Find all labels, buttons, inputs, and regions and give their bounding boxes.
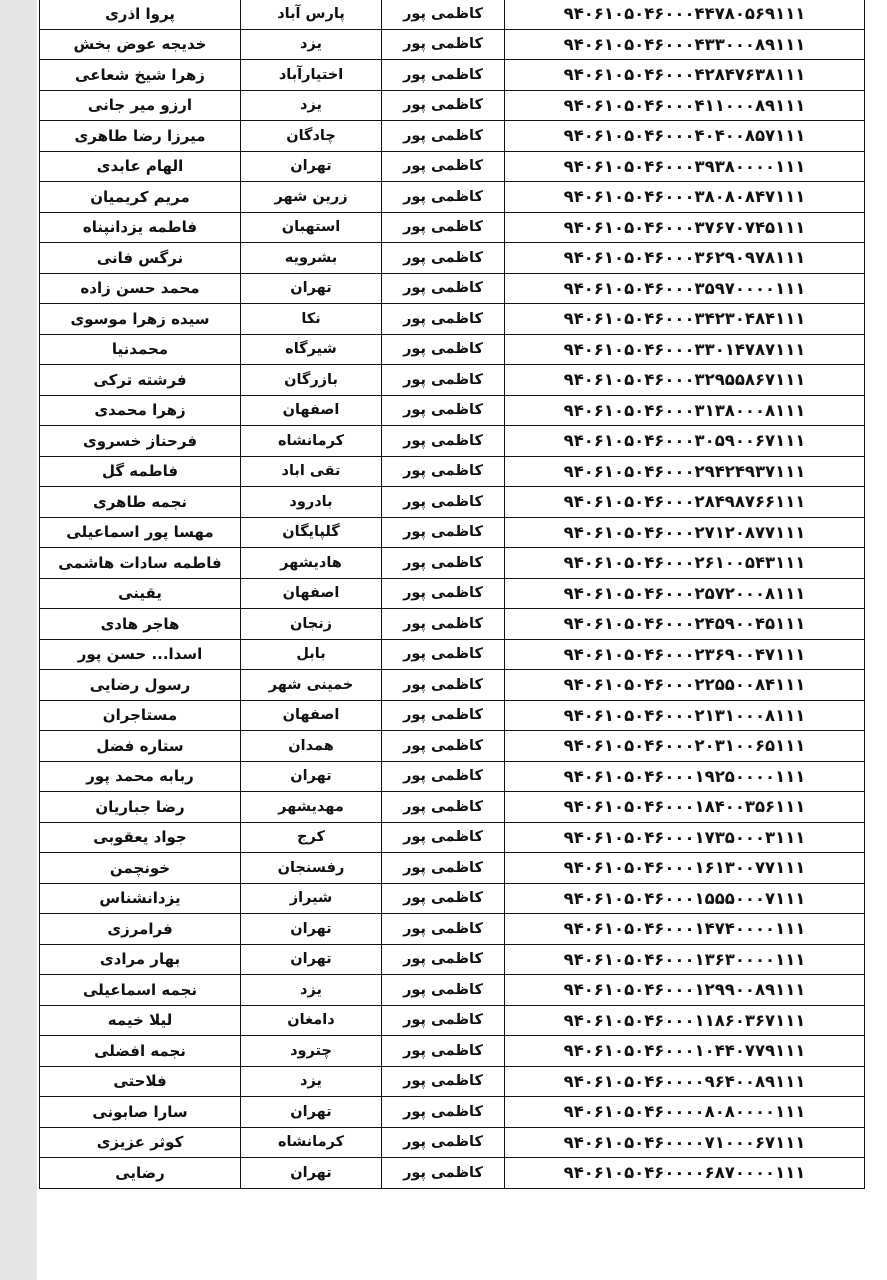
table-row	[40, 212, 865, 243]
family-name-cell: کاظمی پور	[382, 273, 505, 304]
person-name-cell: خونچمن	[40, 853, 241, 884]
account-number-cell: ۹۴۰۶۱۰۵۰۴۶۰۰۰۱۸۴۰۰۳۵۶۱۱۱	[505, 792, 865, 823]
person-name-cell: هاجر هادی	[40, 609, 241, 640]
table-row	[40, 151, 865, 182]
account-number-cell: ۹۴۰۶۱۰۵۰۴۶۰۰۰۳۲۹۵۵۸۶۷۱۱۱	[505, 365, 865, 396]
city-cell: یزد	[241, 1066, 382, 1097]
table-row	[40, 1127, 865, 1158]
family-name-cell: کاظمی پور	[382, 822, 505, 853]
person-name-cell: زهرا محمدی	[40, 395, 241, 426]
city-cell: کرمانشاه	[241, 426, 382, 457]
city-cell: تهران	[241, 914, 382, 945]
person-name-cell: فلاحتی	[40, 1066, 241, 1097]
family-name-cell: کاظمی پور	[382, 792, 505, 823]
family-name-cell: کاظمی پور	[382, 334, 505, 365]
city-cell: کرمانشاه	[241, 1127, 382, 1158]
city-cell: بابل	[241, 639, 382, 670]
account-number-cell: ۹۴۰۶۱۰۵۰۴۶۰۰۰۲۷۱۲۰۸۷۷۱۱۱	[505, 517, 865, 548]
family-name-cell: کاظمی پور	[382, 1066, 505, 1097]
table-row	[40, 639, 865, 670]
city-cell: چترود	[241, 1036, 382, 1067]
table-row	[40, 487, 865, 518]
family-name-cell: کاظمی پور	[382, 731, 505, 762]
family-name-cell: کاظمی پور	[382, 29, 505, 60]
person-name-cell: ارزو میر جانی	[40, 90, 241, 121]
table-row	[40, 0, 865, 29]
person-name-cell: لیلا خیمه	[40, 1005, 241, 1036]
person-name-cell: کوثر عزیزی	[40, 1127, 241, 1158]
city-cell: تقی اباد	[241, 456, 382, 487]
person-name-cell: میرزا رضا طاهری	[40, 121, 241, 152]
table-row	[40, 395, 865, 426]
family-name-cell: کاظمی پور	[382, 1005, 505, 1036]
person-name-cell: ستاره فضل	[40, 731, 241, 762]
city-cell: تهران	[241, 1158, 382, 1189]
left-margin-strip	[0, 0, 37, 1280]
table-row	[40, 182, 865, 213]
table-row	[40, 517, 865, 548]
city-cell: تهران	[241, 151, 382, 182]
table-row	[40, 1005, 865, 1036]
family-name-cell: کاظمی پور	[382, 944, 505, 975]
account-number-cell: ۹۴۰۶۱۰۵۰۴۶۰۰۰۱۶۱۳۰۰۷۷۱۱۱	[505, 853, 865, 884]
family-name-cell: کاظمی پور	[382, 456, 505, 487]
family-name-cell: کاظمی پور	[382, 853, 505, 884]
city-cell: همدان	[241, 731, 382, 762]
person-name-cell: نجمه طاهری	[40, 487, 241, 518]
account-number-cell: ۹۴۰۶۱۰۵۰۴۶۰۰۰۳۵۹۷۰۰۰۰۱۱۱	[505, 273, 865, 304]
table-row	[40, 914, 865, 945]
family-name-cell: کاظمی پور	[382, 487, 505, 518]
city-cell: دامغان	[241, 1005, 382, 1036]
account-number-cell: ۹۴۰۶۱۰۵۰۴۶۰۰۰۱۵۵۵۰۰۰۷۱۱۱	[505, 883, 865, 914]
family-name-cell: کاظمی پور	[382, 1036, 505, 1067]
account-number-cell: ۹۴۰۶۱۰۵۰۴۶۰۰۰۳۴۲۳۰۴۸۴۱۱۱	[505, 304, 865, 335]
city-cell: اصفهان	[241, 700, 382, 731]
family-name-cell: کاظمی پور	[382, 914, 505, 945]
person-name-cell: مستاجران	[40, 700, 241, 731]
person-name-cell: نجمه اسماعیلی	[40, 975, 241, 1006]
account-number-cell: ۹۴۰۶۱۰۵۰۴۶۰۰۰۲۶۱۰۰۵۴۳۱۱۱	[505, 548, 865, 579]
accounts-table	[39, 0, 865, 1189]
person-name-cell: خدیجه عوض بخش	[40, 29, 241, 60]
account-number-cell: ۹۴۰۶۱۰۵۰۴۶۰۰۰۰۹۶۴۰۰۸۹۱۱۱	[505, 1066, 865, 1097]
person-name-cell: رسول رضایی	[40, 670, 241, 701]
city-cell: نکا	[241, 304, 382, 335]
account-number-cell: ۹۴۰۶۱۰۵۰۴۶۰۰۰۳۸۰۸۰۸۴۷۱۱۱	[505, 182, 865, 213]
person-name-cell: زهرا شیخ شعاعی	[40, 60, 241, 91]
person-name-cell: فاطمه یزدانپناه	[40, 212, 241, 243]
person-name-cell: یزدانشناس	[40, 883, 241, 914]
table-row	[40, 853, 865, 884]
city-cell: رفسنجان	[241, 853, 382, 884]
person-name-cell: یقینی	[40, 578, 241, 609]
account-number-cell: ۹۴۰۶۱۰۵۰۴۶۰۰۰۰۶۸۷۰۰۰۰۱۱۱	[505, 1158, 865, 1189]
person-name-cell: رضایی	[40, 1158, 241, 1189]
person-name-cell: پروا اذری	[40, 0, 241, 29]
account-number-cell: ۹۴۰۶۱۰۵۰۴۶۰۰۰۴۳۳۰۰۰۸۹۱۱۱	[505, 29, 865, 60]
account-number-cell: ۹۴۰۶۱۰۵۰۴۶۰۰۰۱۳۶۳۰۰۰۰۱۱۱	[505, 944, 865, 975]
city-cell: تهران	[241, 1097, 382, 1128]
person-name-cell: ربابه محمد پور	[40, 761, 241, 792]
person-name-cell: سیده زهرا موسوی	[40, 304, 241, 335]
account-number-cell: ۹۴۰۶۱۰۵۰۴۶۰۰۰۲۰۳۱۰۰۶۵۱۱۱	[505, 731, 865, 762]
city-cell: شیرگاه	[241, 334, 382, 365]
account-number-cell: ۹۴۰۶۱۰۵۰۴۶۰۰۰۳۰۵۹۰۰۶۷۱۱۱	[505, 426, 865, 457]
family-name-cell: کاظمی پور	[382, 670, 505, 701]
person-name-cell: فرحناز خسروی	[40, 426, 241, 457]
account-number-cell: ۹۴۰۶۱۰۵۰۴۶۰۰۰۳۹۳۸۰۰۰۰۱۱۱	[505, 151, 865, 182]
table-row	[40, 883, 865, 914]
person-name-cell: بهار مرادی	[40, 944, 241, 975]
account-number-cell: ۹۴۰۶۱۰۵۰۴۶۰۰۰۳۷۶۷۰۷۴۵۱۱۱	[505, 212, 865, 243]
person-name-cell: رضا جباریان	[40, 792, 241, 823]
table-row	[40, 29, 865, 60]
person-name-cell: فاطمه سادات هاشمی	[40, 548, 241, 579]
table-row	[40, 60, 865, 91]
family-name-cell: کاظمی پور	[382, 975, 505, 1006]
family-name-cell: کاظمی پور	[382, 304, 505, 335]
city-cell: گلپایگان	[241, 517, 382, 548]
family-name-cell: کاظمی پور	[382, 700, 505, 731]
city-cell: بادرود	[241, 487, 382, 518]
city-cell: کرج	[241, 822, 382, 853]
account-number-cell: ۹۴۰۶۱۰۵۰۴۶۰۰۰۱۷۳۵۰۰۰۳۱۱۱	[505, 822, 865, 853]
table-row	[40, 1158, 865, 1189]
table-row	[40, 944, 865, 975]
account-number-cell: ۹۴۰۶۱۰۵۰۴۶۰۰۰۳۳۰۱۴۷۸۷۱۱۱	[505, 334, 865, 365]
city-cell: تهران	[241, 273, 382, 304]
city-cell: اختیارآباد	[241, 60, 382, 91]
account-number-cell: ۹۴۰۶۱۰۵۰۴۶۰۰۰۴۱۱۰۰۰۸۹۱۱۱	[505, 90, 865, 121]
account-number-cell: ۹۴۰۶۱۰۵۰۴۶۰۰۰۱۱۸۶۰۳۶۷۱۱۱	[505, 1005, 865, 1036]
person-name-cell: الهام عابدی	[40, 151, 241, 182]
table-row	[40, 243, 865, 274]
person-name-cell: جواد یعقوبی	[40, 822, 241, 853]
table-row	[40, 273, 865, 304]
family-name-cell: کاظمی پور	[382, 1127, 505, 1158]
person-name-cell: مهسا پور اسماعیلی	[40, 517, 241, 548]
account-number-cell: ۹۴۰۶۱۰۵۰۴۶۰۰۰۲۳۶۹۰۰۴۷۱۱۱	[505, 639, 865, 670]
family-name-cell: کاظمی پور	[382, 182, 505, 213]
account-number-cell: ۹۴۰۶۱۰۵۰۴۶۰۰۰۴۴۷۸۰۵۶۹۱۱۱	[505, 0, 865, 29]
account-number-cell: ۹۴۰۶۱۰۵۰۴۶۰۰۰۲۴۵۹۰۰۴۵۱۱۱	[505, 609, 865, 640]
family-name-cell: کاظمی پور	[382, 243, 505, 274]
account-number-cell: ۹۴۰۶۱۰۵۰۴۶۰۰۰۱۲۹۹۰۰۸۹۱۱۱	[505, 975, 865, 1006]
person-name-cell: نرگس فانی	[40, 243, 241, 274]
family-name-cell: کاظمی پور	[382, 0, 505, 29]
family-name-cell: کاظمی پور	[382, 426, 505, 457]
table-row	[40, 426, 865, 457]
person-name-cell: مریم کریمیان	[40, 182, 241, 213]
account-number-cell: ۹۴۰۶۱۰۵۰۴۶۰۰۰۲۱۳۱۰۰۰۸۱۱۱	[505, 700, 865, 731]
city-cell: بازرگان	[241, 365, 382, 396]
table-row	[40, 548, 865, 579]
family-name-cell: کاظمی پور	[382, 1097, 505, 1128]
family-name-cell: کاظمی پور	[382, 761, 505, 792]
city-cell: شیراز	[241, 883, 382, 914]
person-name-cell: محمد حسن زاده	[40, 273, 241, 304]
family-name-cell: کاظمی پور	[382, 395, 505, 426]
city-cell: تهران	[241, 944, 382, 975]
city-cell: زرین شهر	[241, 182, 382, 213]
table-row	[40, 700, 865, 731]
family-name-cell: کاظمی پور	[382, 212, 505, 243]
account-number-cell: ۹۴۰۶۱۰۵۰۴۶۰۰۰۳۶۲۹۰۹۷۸۱۱۱	[505, 243, 865, 274]
city-cell: استهبان	[241, 212, 382, 243]
table-row	[40, 456, 865, 487]
account-number-cell: ۹۴۰۶۱۰۵۰۴۶۰۰۰۲۹۴۲۴۹۳۷۱۱۱	[505, 456, 865, 487]
document-sheet	[37, 0, 887, 1280]
family-name-cell: کاظمی پور	[382, 578, 505, 609]
family-name-cell: کاظمی پور	[382, 365, 505, 396]
family-name-cell: کاظمی پور	[382, 151, 505, 182]
city-cell: خمینی شهر	[241, 670, 382, 701]
city-cell: یزد	[241, 29, 382, 60]
person-name-cell: سارا صابونی	[40, 1097, 241, 1128]
city-cell: بشرویه	[241, 243, 382, 274]
city-cell: تهران	[241, 761, 382, 792]
person-name-cell: فرشته ترکی	[40, 365, 241, 396]
city-cell: زنجان	[241, 609, 382, 640]
account-number-cell: ۹۴۰۶۱۰۵۰۴۶۰۰۰۴۰۴۰۰۸۵۷۱۱۱	[505, 121, 865, 152]
city-cell: یزد	[241, 90, 382, 121]
city-cell: یزد	[241, 975, 382, 1006]
family-name-cell: کاظمی پور	[382, 639, 505, 670]
table-row	[40, 609, 865, 640]
city-cell: چادگان	[241, 121, 382, 152]
account-number-cell: ۹۴۰۶۱۰۵۰۴۶۰۰۰۴۲۸۴۷۶۳۸۱۱۱	[505, 60, 865, 91]
person-name-cell: اسدا... حسن پور	[40, 639, 241, 670]
city-cell: اصفهان	[241, 395, 382, 426]
family-name-cell: کاظمی پور	[382, 883, 505, 914]
family-name-cell: کاظمی پور	[382, 517, 505, 548]
table-row	[40, 578, 865, 609]
person-name-cell: نجمه افضلی	[40, 1036, 241, 1067]
table-row	[40, 792, 865, 823]
table-row	[40, 334, 865, 365]
account-number-cell: ۹۴۰۶۱۰۵۰۴۶۰۰۰۱۹۲۵۰۰۰۰۱۱۱	[505, 761, 865, 792]
family-name-cell: کاظمی پور	[382, 121, 505, 152]
family-name-cell: کاظمی پور	[382, 548, 505, 579]
account-number-cell: ۹۴۰۶۱۰۵۰۴۶۰۰۰۰۸۰۸۰۰۰۰۱۱۱	[505, 1097, 865, 1128]
account-number-cell: ۹۴۰۶۱۰۵۰۴۶۰۰۰۳۱۳۸۰۰۰۸۱۱۱	[505, 395, 865, 426]
table-row	[40, 761, 865, 792]
account-number-cell: ۹۴۰۶۱۰۵۰۴۶۰۰۰۲۸۴۹۸۷۶۶۱۱۱	[505, 487, 865, 518]
person-name-cell: فاطمه گل	[40, 456, 241, 487]
account-number-cell: ۹۴۰۶۱۰۵۰۴۶۰۰۰۱۰۴۴۰۷۷۹۱۱۱	[505, 1036, 865, 1067]
family-name-cell: کاظمی پور	[382, 1158, 505, 1189]
table-row	[40, 121, 865, 152]
account-number-cell: ۹۴۰۶۱۰۵۰۴۶۰۰۰۲۲۵۵۰۰۸۴۱۱۱	[505, 670, 865, 701]
accounts-table-body	[40, 0, 865, 1188]
table-row	[40, 1066, 865, 1097]
city-cell: مهدیشهر	[241, 792, 382, 823]
person-name-cell: محمدنیا	[40, 334, 241, 365]
account-number-cell: ۹۴۰۶۱۰۵۰۴۶۰۰۰۱۴۷۴۰۰۰۰۱۱۱	[505, 914, 865, 945]
family-name-cell: کاظمی پور	[382, 60, 505, 91]
city-cell: هادیشهر	[241, 548, 382, 579]
table-row	[40, 822, 865, 853]
table-row	[40, 304, 865, 335]
table-row	[40, 1036, 865, 1067]
table-row	[40, 670, 865, 701]
table-row	[40, 90, 865, 121]
city-cell: اصفهان	[241, 578, 382, 609]
account-number-cell: ۹۴۰۶۱۰۵۰۴۶۰۰۰۲۵۷۲۰۰۰۸۱۱۱	[505, 578, 865, 609]
table-row	[40, 1097, 865, 1128]
table-row	[40, 731, 865, 762]
person-name-cell: فرامرزی	[40, 914, 241, 945]
table-row	[40, 365, 865, 396]
account-number-cell: ۹۴۰۶۱۰۵۰۴۶۰۰۰۰۷۱۰۰۰۶۷۱۱۱	[505, 1127, 865, 1158]
family-name-cell: کاظمی پور	[382, 90, 505, 121]
family-name-cell: کاظمی پور	[382, 609, 505, 640]
city-cell: پارس آباد	[241, 0, 382, 29]
table-row	[40, 975, 865, 1006]
